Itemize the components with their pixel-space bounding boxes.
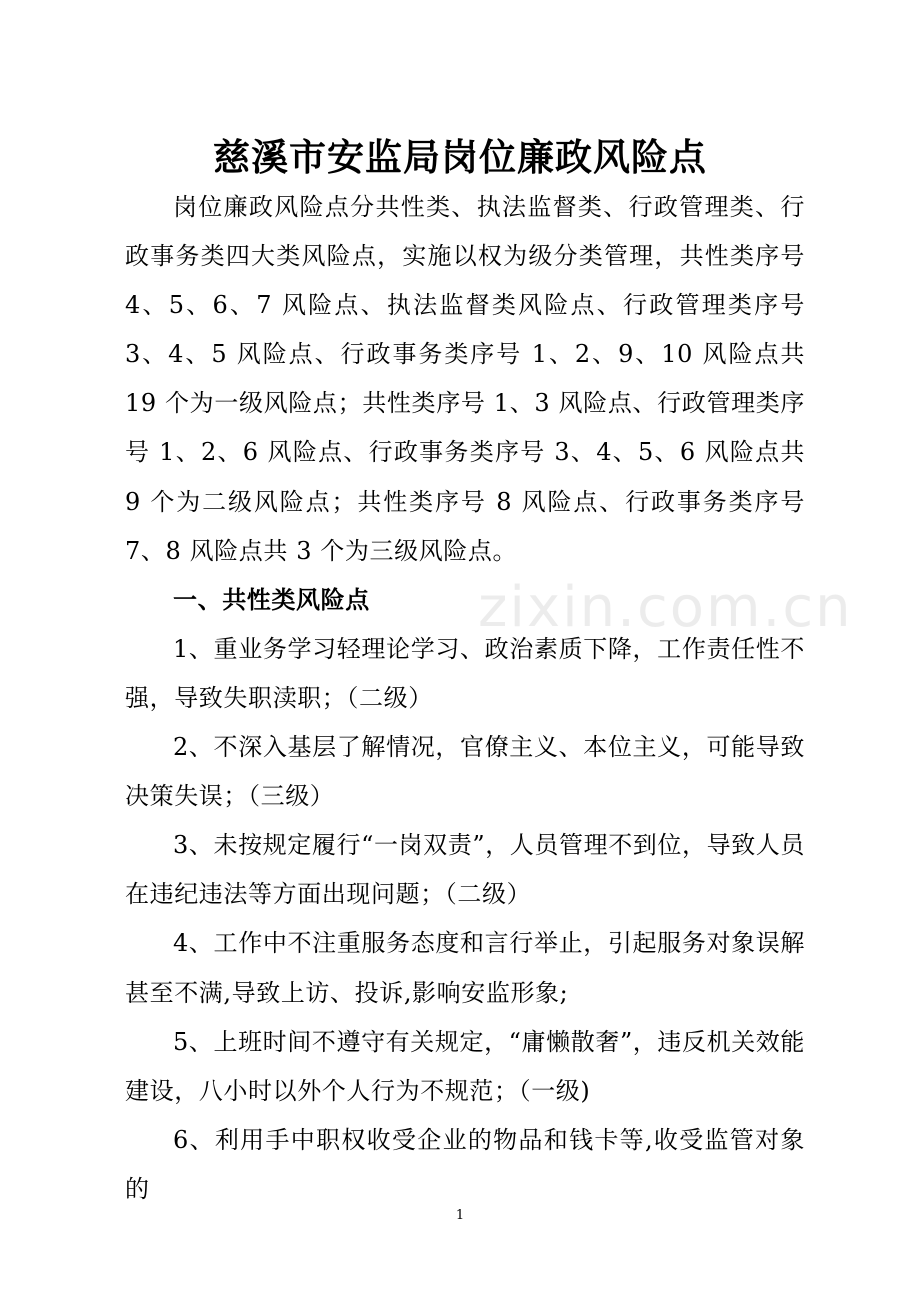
page-number: 1 xyxy=(455,1208,465,1223)
section-heading: 一、共性类风险点 xyxy=(173,585,370,614)
risk-item: 4、工作中不注重服务态度和言行举止，引起服务对象误解甚至不满,导致上访、投诉,影响安监形象; xyxy=(125,929,805,1007)
intro-paragraph: 岗位廉政风险点分共性类、执法监督类、行政管理类、行政事务类四大类风险点，实施以权为级分类管理，共性类序号 4、5、6、7 风险点、执法监督类风险点、行政管理类序号 3、4、5 风险点、行政事务类序号 1、2、9、10 风险点共 19 个为一级风险点；共性类序号 1、3 风险点、行政管理类序号 1、2、6 风险点、行政事务类序号 3、4、5、6 风险点共 9 个为二级风险点；共性类序号 8 风险点、行政事务类序号 7、8 风险点共 3 个为三级风险点。 xyxy=(125,193,805,565)
risk-item: 2、不深入基层了解情况，官僚主义、本位主义，可能导致决策失误；（三级） xyxy=(125,733,805,811)
document-body xyxy=(125,183,805,1214)
risk-item: 1、重业务学习轻理论学习、政治素质下降，工作责任性不强，导致失职渎职；（二级） xyxy=(125,634,805,712)
risk-item: 6、利用手中职权收受企业的物品和钱卡等,收受监管对象的 xyxy=(125,1125,805,1203)
risk-item: 5、上班时间不遵守有关规定，“庸懒散奢”，违反机关效能建设，八小时以外个人行为不规范；（一级) xyxy=(125,1027,806,1105)
watermark: zixin.com.cn xyxy=(478,575,853,640)
page-title: 慈溪市安监局岗位廉政风险点 xyxy=(213,136,707,179)
risk-item: 3、未按规定履行“一岗双责”，人员管理不到位，导致人员在违纪违法等方面出现问题；（二级） xyxy=(125,831,806,909)
